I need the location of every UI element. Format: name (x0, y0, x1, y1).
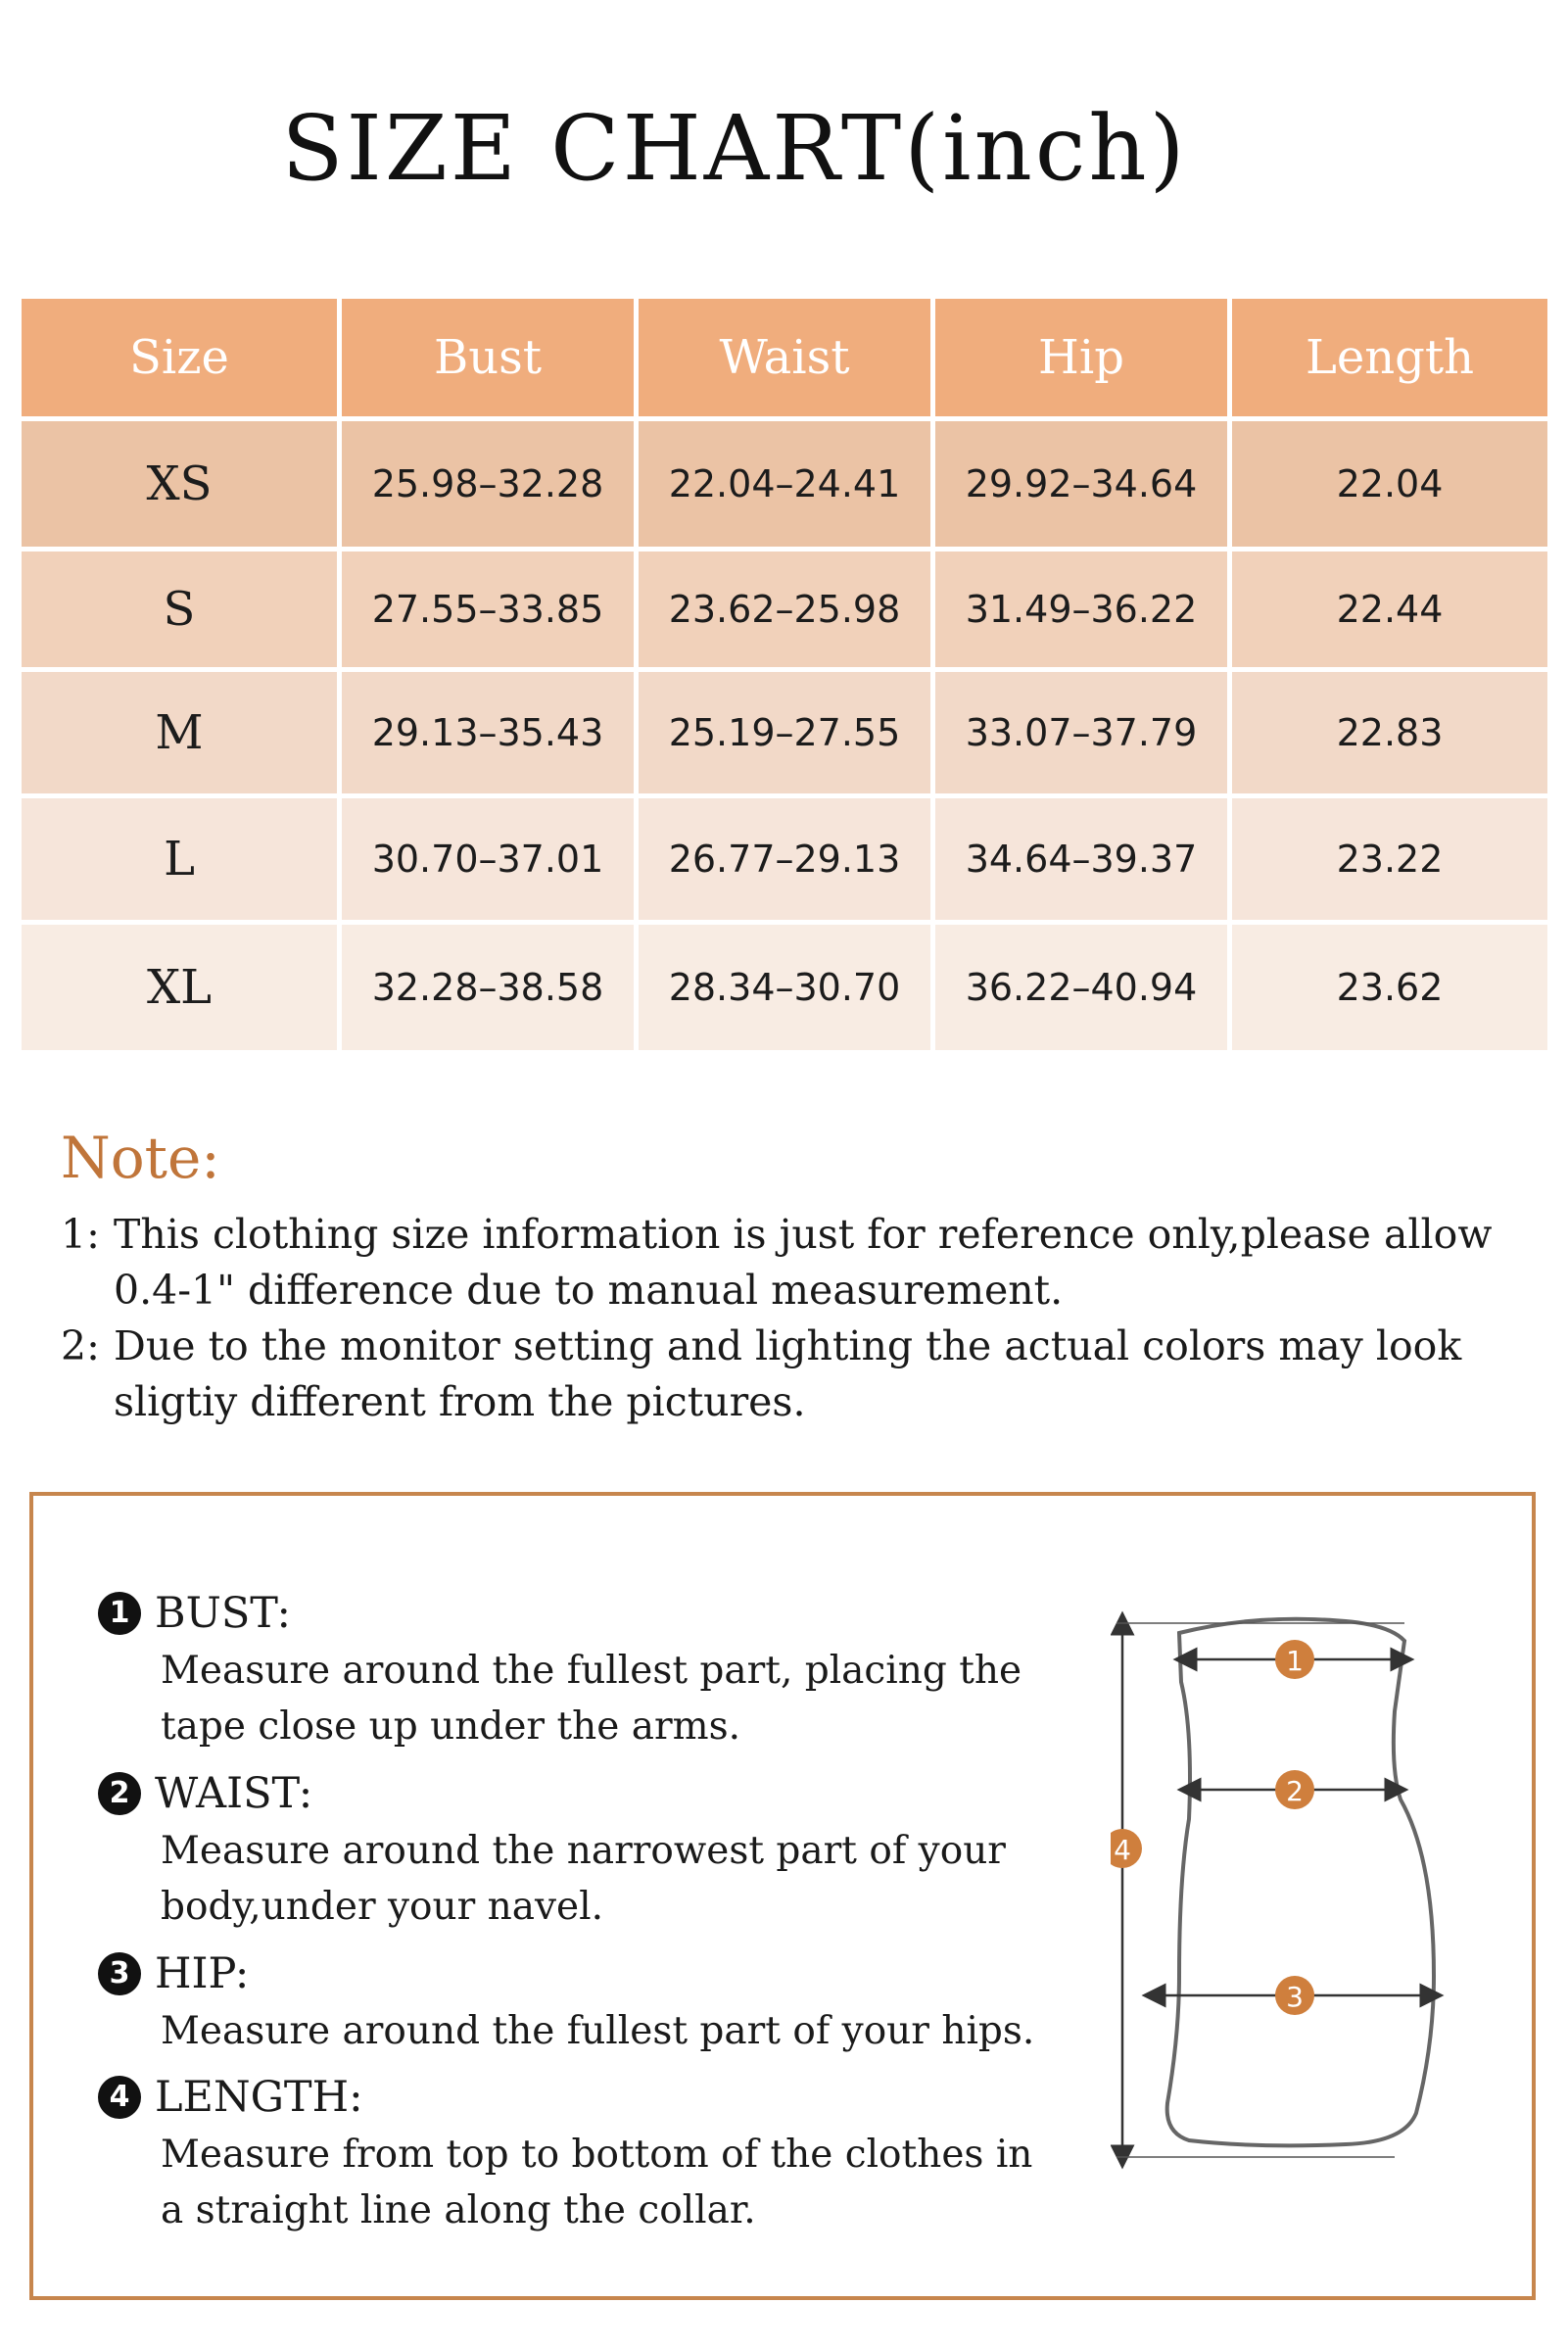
note-text: sligtiy different from the pictures. (114, 1378, 806, 1425)
table-cell: 22.83 (1232, 672, 1547, 793)
measure-desc: a straight line along the collar. (161, 2188, 756, 2232)
dress-diagram (1111, 1604, 1522, 2191)
measure-desc: Measure around the narrowest part of your (161, 1829, 1006, 1873)
measure-desc: Measure from top to bottom of the clothes in (161, 2133, 1033, 2177)
measure-item-bust (98, 1584, 1077, 1754)
measure-desc: body,under your navel. (161, 1885, 604, 1929)
note-title: Note: (61, 1125, 220, 1191)
table-cell: S (22, 552, 337, 667)
marker-2-icon (1275, 1770, 1314, 1809)
table-cell: 22.44 (1232, 552, 1547, 667)
measure-desc: Measure around the fullest part of your hips. (161, 2009, 1035, 2053)
number-3-icon: 3 (98, 1952, 141, 1995)
svg-text:3: 3 (1286, 1981, 1304, 2013)
table-cell: 23.62 (1232, 925, 1547, 1050)
measurement-guide (29, 1492, 1536, 2300)
note-text: Due to the monitor setting and lighting the actual colors may look (114, 1322, 1462, 1369)
marker-3-icon (1275, 1976, 1314, 2015)
marker-4-icon (1111, 1829, 1142, 1868)
size-table (22, 299, 1547, 1050)
table-cell: 26.77–29.13 (639, 798, 930, 920)
table-cell: 25.19–27.55 (639, 672, 930, 793)
table-cell: 34.64–39.37 (935, 798, 1227, 920)
table-cell: 31.49–36.22 (935, 552, 1227, 667)
measure-desc: tape close up under the arms. (161, 1704, 741, 1749)
table-cell: 33.07–37.79 (935, 672, 1227, 793)
header-waist: Waist (639, 299, 930, 416)
table-cell: 28.34–30.70 (639, 925, 930, 1050)
number-1-icon: 1 (98, 1592, 141, 1635)
header-length: Length (1232, 299, 1547, 416)
number-4-icon: 4 (98, 2076, 141, 2119)
measure-label: LENGTH: (155, 2073, 363, 2122)
marker-1-icon (1275, 1640, 1314, 1679)
table-cell: 29.92–34.64 (935, 421, 1227, 547)
measure-desc: Measure around the fullest part, placing the (161, 1649, 1022, 1693)
table-cell: 32.28–38.58 (342, 925, 634, 1050)
note-number: 1: (61, 1211, 100, 1258)
number-2-icon: 2 (98, 1772, 141, 1815)
header-size: Size (22, 299, 337, 416)
table-cell: 23.22 (1232, 798, 1547, 920)
table-cell: 36.22–40.94 (935, 925, 1227, 1050)
table-cell: 23.62–25.98 (639, 552, 930, 667)
table-cell: 30.70–37.01 (342, 798, 634, 920)
table-cell: 22.04 (1232, 421, 1547, 547)
page-title: SIZE CHART(inch) (281, 96, 1188, 201)
table-cell: M (22, 672, 337, 793)
table-cell: 29.13–35.43 (342, 672, 634, 793)
note-number: 2: (61, 1322, 100, 1369)
header-bust: Bust (342, 299, 634, 416)
note-item-2 (61, 1319, 1530, 1430)
svg-text:1: 1 (1286, 1645, 1304, 1677)
table-cell: XS (22, 421, 337, 547)
measure-item-length (98, 2068, 1077, 2238)
table-cell: 27.55–33.85 (342, 552, 634, 667)
dress-outline (1167, 1619, 1434, 2146)
table-cell: 25.98–32.28 (342, 421, 634, 547)
measure-label: HIP: (155, 1949, 250, 1998)
note-item-1 (61, 1207, 1530, 1319)
table-cell: 22.04–24.41 (639, 421, 930, 547)
measure-item-waist (98, 1764, 1077, 1935)
table-cell: L (22, 798, 337, 920)
svg-text:2: 2 (1286, 1775, 1304, 1807)
note-text: 0.4-1" difference due to manual measurement. (114, 1267, 1064, 1314)
svg-text:4: 4 (1114, 1834, 1131, 1866)
note-text: This clothing size information is just for reference only,please allow (114, 1211, 1493, 1258)
measure-label: WAIST: (155, 1769, 313, 1818)
measure-item-hip (98, 1944, 1077, 2059)
table-cell: XL (22, 925, 337, 1050)
measure-label: BUST: (155, 1589, 291, 1638)
header-hip: Hip (935, 299, 1227, 416)
